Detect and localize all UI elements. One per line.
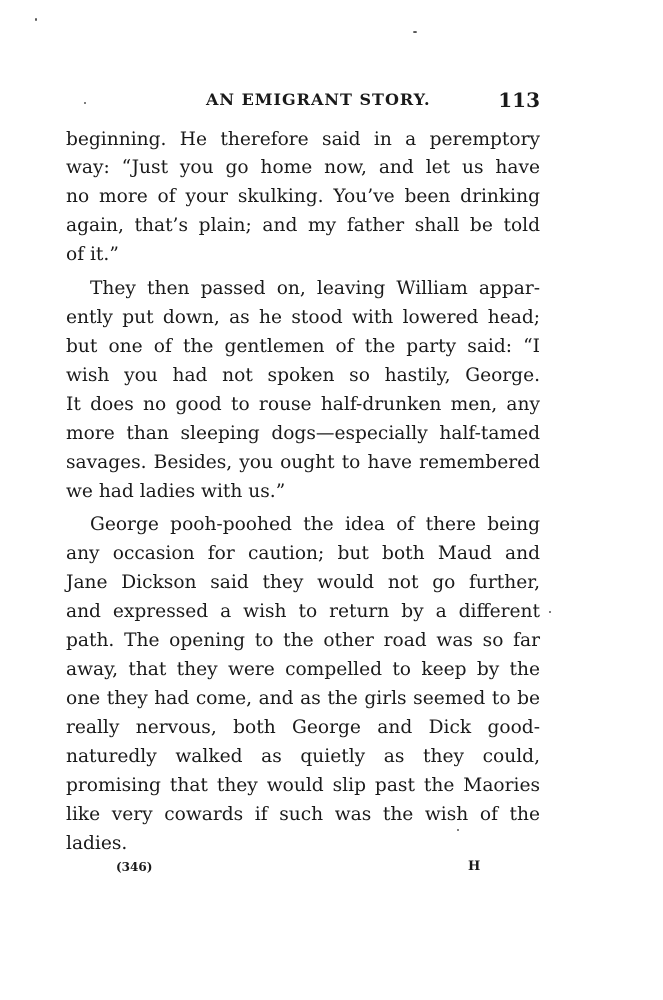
print-speck — [413, 31, 417, 33]
text-line: no more of your skulking. You’ve been drinking — [66, 186, 540, 207]
text-line: It does no good to rouse half-drunken men, any — [66, 394, 540, 415]
text-line: ladies. — [66, 833, 128, 854]
print-speck — [84, 102, 86, 104]
text-line: naturedly walked as quietly as they could, — [66, 746, 540, 767]
text-line: more than sleeping dogs—especially half-tamed — [66, 423, 540, 444]
text-line: beginning. He therefore said in a peremptory — [66, 129, 540, 150]
signature-mark: (346) — [116, 860, 153, 874]
text-line: again, that’s plain; and my father shall be told — [66, 215, 540, 236]
running-title: AN EMIGRANT STORY. — [206, 90, 431, 109]
text-line: of it.” — [66, 244, 119, 265]
page-number: 113 — [498, 88, 540, 112]
text-line: way: “Just you go home now, and let us have — [66, 157, 540, 178]
text-line: path. The opening to the other road was so far — [66, 630, 540, 651]
page-footer — [66, 860, 540, 884]
text-line: really nervous, both George and Dick good- — [66, 717, 540, 738]
text-line: we had ladies with us.” — [66, 481, 286, 502]
print-speck — [35, 18, 37, 21]
text-line: any occasion for caution; but both Maud and — [66, 543, 540, 564]
print-speck — [457, 829, 459, 831]
text-line: but one of the gentlemen of the party said: “I — [66, 336, 540, 357]
text-line: Jane Dickson said they would not go further, — [66, 572, 540, 593]
text-line: away, that they were compelled to keep by the — [66, 659, 540, 680]
signature-letter: H — [468, 859, 481, 874]
text-line: wish you had not spoken so hastily, George. — [66, 365, 540, 386]
text-line: ently put down, as he stood with lowered head; — [66, 307, 540, 328]
text-line: promising that they would slip past the Maories — [66, 775, 540, 796]
text-line: George pooh-poohed the idea of there being — [90, 514, 540, 535]
text-line: like very cowards if such was the wish of the — [66, 804, 540, 825]
text-line: one they had come, and as the girls seemed to be — [66, 688, 540, 709]
text-line: and expressed a wish to return by a different — [66, 601, 540, 622]
print-speck — [549, 611, 551, 613]
text-line: They then passed on, leaving William appar- — [90, 278, 540, 299]
text-line: savages. Besides, you ought to have remembered — [66, 452, 540, 473]
running-head — [66, 88, 540, 112]
